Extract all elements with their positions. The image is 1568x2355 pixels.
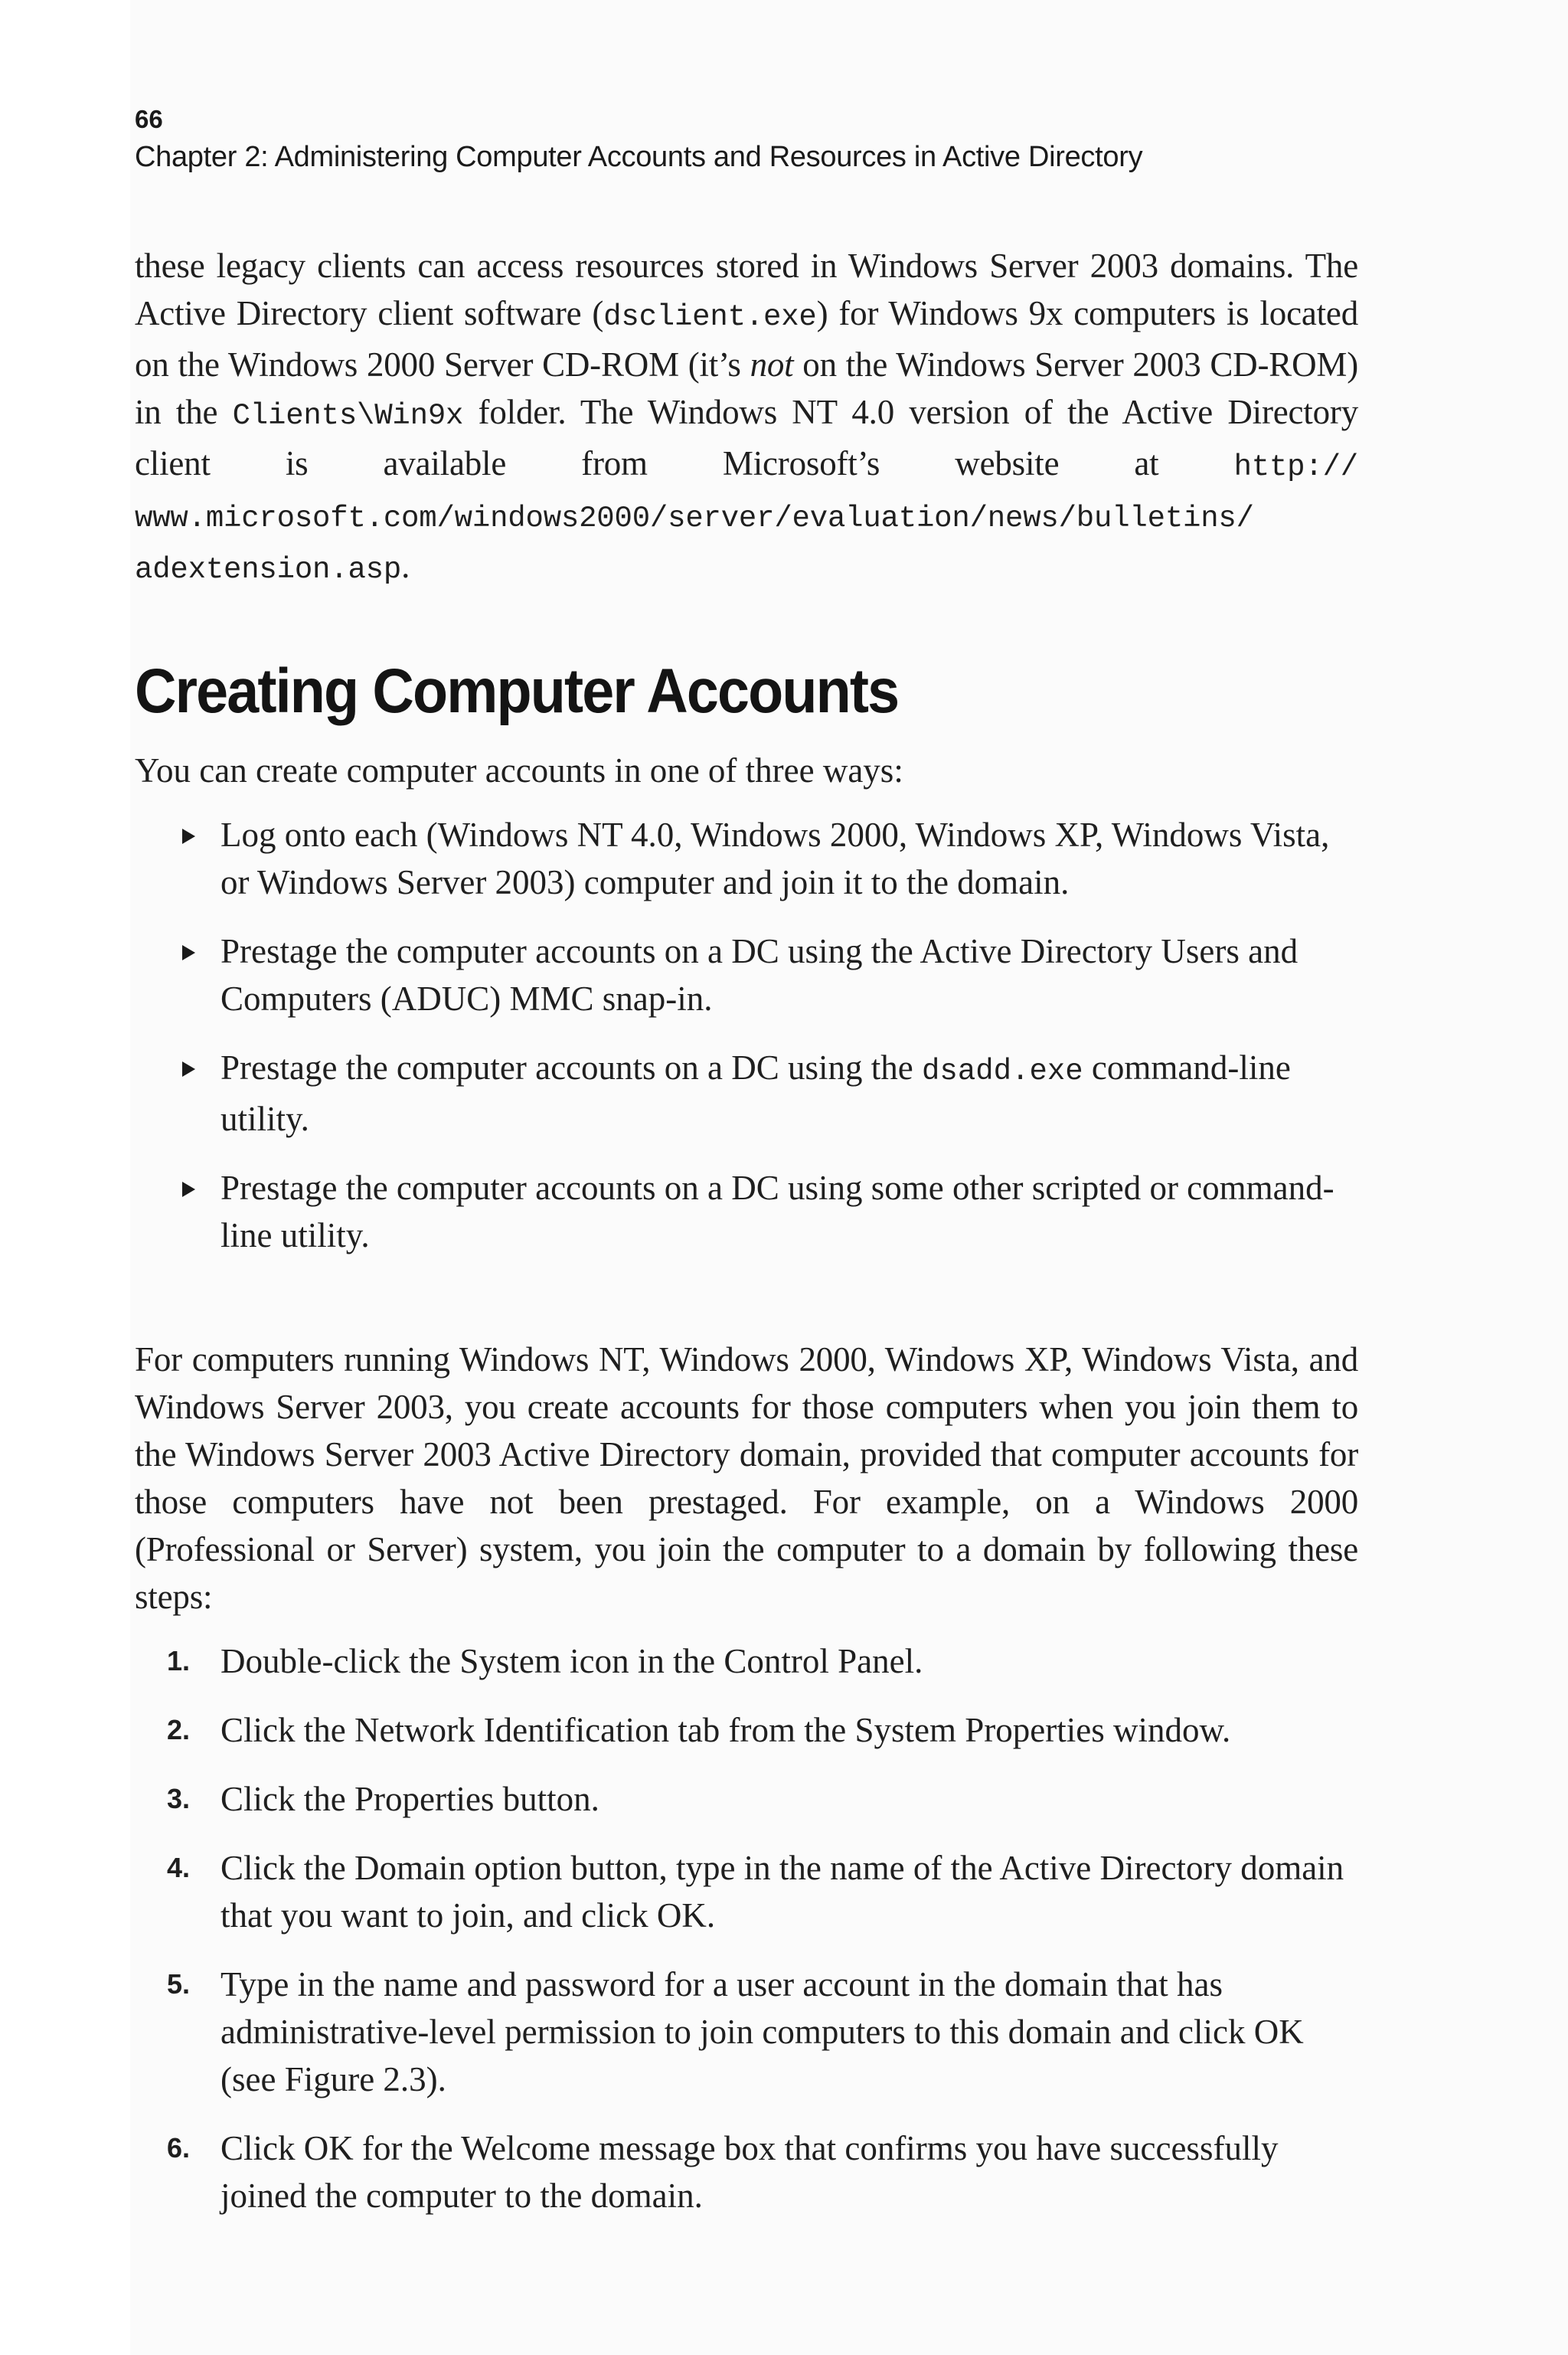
step-text: Click the Properties button.	[220, 1780, 599, 1818]
section-intro: You can create computer accounts in one of three ways:	[135, 751, 903, 790]
steps-list	[135, 1637, 1358, 2219]
url-text: http:// www.microsoft.com/windows2000/server/evaluation/news/bulletins/ adextension.asp	[135, 450, 1358, 587]
bullet-list	[135, 811, 1358, 1259]
list-item	[135, 927, 1358, 1022]
triangle-bullet-icon	[182, 1061, 195, 1077]
step-item	[135, 2124, 1358, 2219]
list-item	[135, 1164, 1358, 1259]
list-item	[135, 1044, 1358, 1143]
step-text: Click OK for the Welcome message box that confirms you have successfully joined the computer to the domain.	[220, 2129, 1279, 2215]
step-item	[135, 1637, 1358, 1685]
section-heading: Creating Computer Accounts	[135, 656, 899, 726]
body-paragraph: For computers running Windows NT, Windows 2000, Windows XP, Windows Vista, and Windows Server 2003, you create accounts for those computers when you join them to the Windows Server 2003 Active Directory domain, provided that computer accounts for those computers have not been prestaged. For example, on a Windows 2000 (Professional or Server) system, you join the computer to a domain by following these steps:	[135, 1340, 1358, 1616]
step-item	[135, 1844, 1358, 1939]
triangle-bullet-icon	[182, 945, 195, 960]
intro-paragraph	[135, 242, 1358, 594]
running-head	[135, 104, 1358, 176]
chapter-title: Chapter 2: Administering Computer Accounts and Resources in Active Directory	[135, 141, 1143, 173]
text-run: .	[401, 547, 410, 585]
emphasis-not: not	[750, 345, 794, 384]
step-number: 1.	[167, 1645, 191, 1676]
list-item	[135, 811, 1358, 906]
list-item-text: command-line utility.	[220, 1048, 1291, 1138]
list-item-text: Prestage the computer accounts on a DC using some other scripted or command-line utility.	[220, 1169, 1334, 1254]
text-run: folder. The Windows NT 4.0 version of the Active Directory client is available from Microsoft’s website at	[135, 393, 1358, 482]
text-run: on the Windows Server 2003 CD-ROM) in the	[135, 345, 1358, 431]
step-item	[135, 1706, 1358, 1754]
step-number: 4.	[167, 1852, 191, 1883]
triangle-bullet-icon	[182, 1182, 195, 1197]
inline-code-dsadd: dsadd.exe	[922, 1055, 1083, 1088]
step-number: 3.	[167, 1783, 191, 1814]
step-item	[135, 1961, 1358, 2103]
list-item-text: Prestage the computer accounts on a DC using the Active Directory Users and Computers (ADUC) MMC snap-in.	[220, 932, 1298, 1018]
inline-code-folder: Clients\Win9x	[232, 399, 464, 433]
text-run: these legacy clients can access resources stored in Windows Server 2003 domains. The Active Directory client software (	[135, 247, 1358, 332]
step-text: Click the Domain option button, type in the name of the Active Directory domain that you want to join, and click OK.	[220, 1849, 1344, 1935]
list-item-text: Prestage the computer accounts on a DC using the	[220, 1048, 923, 1087]
text-run: ) for Windows 9x computers is located on the Windows 2000 Server CD-ROM (it’s	[135, 294, 1358, 384]
step-text: Type in the name and password for a user account in the domain that has administrative-level permission to join computers to this domain and click OK (see Figure 2.3).	[220, 1965, 1304, 2098]
step-number: 5.	[167, 1968, 191, 2000]
triangle-bullet-icon	[182, 829, 195, 844]
inline-code-dsclient: dsclient.exe	[603, 300, 817, 334]
page-number: 66	[135, 105, 163, 133]
step-number: 6.	[167, 2132, 191, 2164]
step-text: Double-click the System icon in the Control Panel.	[220, 1642, 923, 1680]
step-text: Click the Network Identification tab from the System Properties window.	[220, 1711, 1231, 1749]
step-number: 2.	[167, 1714, 191, 1745]
list-item-text: Log onto each (Windows NT 4.0, Windows 2000, Windows XP, Windows Vista, or Windows Server 2003) computer and join it to the domain.	[220, 816, 1330, 901]
step-item	[135, 1775, 1358, 1823]
